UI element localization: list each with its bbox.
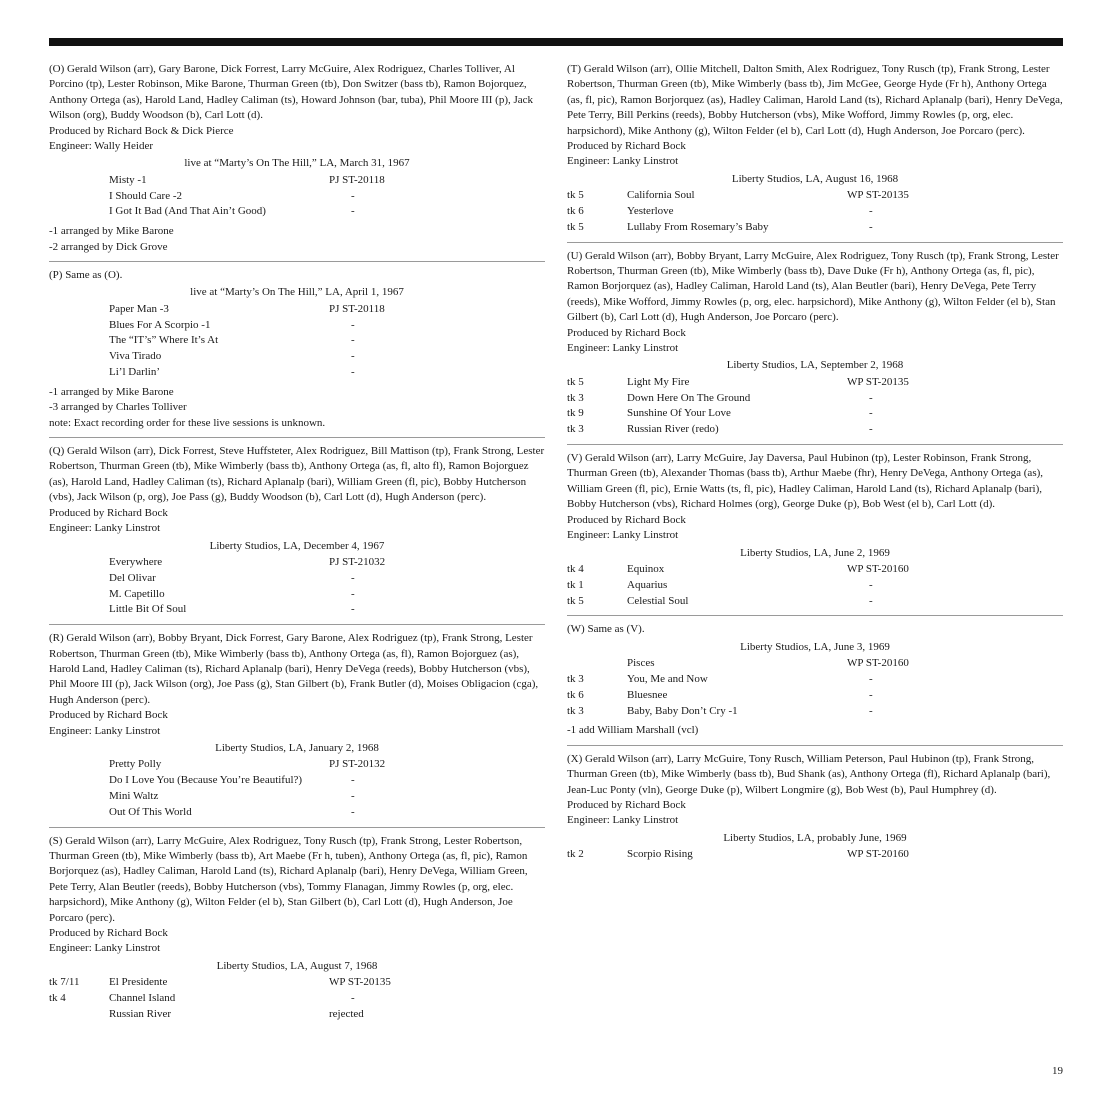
session-block (49, 62, 545, 262)
producer-line: Produced by Richard Bock (49, 926, 168, 939)
catalog-number: WP ST-20135 (847, 189, 909, 202)
engineer-line: Engineer: Lanky Linstrot (567, 155, 679, 168)
track-row (49, 805, 545, 821)
track-title: Everywhere (109, 555, 163, 568)
catalog-number: - (869, 407, 873, 420)
session-block (567, 752, 1063, 869)
catalog-number: - (869, 672, 873, 685)
producer-line: Produced by Richard Bock & Dick Pierce (49, 124, 234, 137)
producer-line: Produced by Richard Bock (567, 513, 686, 526)
catalog-number: - (869, 704, 873, 717)
track-title: Equinox (627, 562, 665, 575)
producer-line: Produced by Richard Bock (49, 709, 168, 722)
track-title: California Soul (627, 189, 695, 202)
track-row (567, 688, 1063, 704)
producer-line: Produced by Richard Bock (567, 326, 686, 339)
track-row (49, 365, 545, 381)
session-block (49, 631, 545, 827)
take-number: tk 4 (567, 562, 584, 575)
engineer-line: Engineer: Lanky Linstrot (49, 724, 161, 737)
catalog-number: - (351, 603, 355, 616)
catalog-number: - (869, 423, 873, 436)
session-block (567, 249, 1063, 445)
take-number: tk 3 (567, 391, 584, 404)
session-block (567, 622, 1063, 745)
track-row (567, 578, 1063, 594)
right-column (567, 62, 1063, 875)
take-number: tk 5 (567, 594, 584, 607)
catalog-number: rejected (329, 1007, 364, 1020)
take-number: tk 6 (567, 205, 584, 218)
venue-line: Liberty Studios, LA, June 3, 1969 (740, 640, 890, 653)
personnel-text: (P) Same as (O). (49, 269, 123, 282)
track-row (49, 757, 545, 773)
personnel-text: (Q) Gerald Wilson (arr), Dick Forrest, Steve Huffsteter, Alex Rodriguez, Bill Mattison (tp), Frank Strong, Lester Robertson, Thurman Green (tb), Mike Wimberly (bass tb), Anthony Ortega (as, fl, alto fl), Ramon Bojorguez (as), Harold Land, Hadley Caliman (ts), Richard Aplanalp (bari), William Green (fl, pic), Bobby Hutcherson (vbs), Jack Wilson (p, org), Joe Pass (g), Buddy Woodson (b), Carl Lott (d), Hugh Anderson (perc). (49, 445, 545, 504)
personnel-text: (O) Gerald Wilson (arr), Gary Barone, Dick Forrest, Larry McGuire, Alex Rodriguez, Charles Tolliver, Al Porcino (tp), Lester Robinson, Mike Barone, Thurman Green (tb), Don Switzer (bass tb), Ramon Bojorquez, Anthony Ortega (as), Harold Land, Hadley Caliman (ts), Howard Johnson (bar, tuba), Phil Moore III (p), Jack Wilson (org), Buddy Woodson (b), Carl Lott (d). (49, 63, 534, 122)
catalog-number: - (351, 334, 355, 347)
producer-line: Produced by Richard Bock (567, 798, 686, 811)
track-title: Russian River (redo) (627, 423, 719, 436)
take-number: tk 2 (567, 848, 584, 861)
track-title: You, Me and Now (627, 672, 708, 685)
track-row (567, 847, 1063, 863)
catalog-number: - (351, 205, 355, 218)
track-title: Sunshine Of Your Love (627, 407, 731, 420)
track-title: Lullaby From Rosemary’s Baby (627, 220, 769, 233)
track-row (567, 188, 1063, 204)
session-notes (567, 723, 1063, 738)
session-block (567, 451, 1063, 616)
catalog-number: - (869, 594, 873, 607)
venue-line: Liberty Studios, LA, August 16, 1968 (731, 172, 899, 185)
engineer-line: Engineer: Wally Heider (49, 140, 153, 153)
track-row (49, 349, 545, 365)
catalog-number: - (351, 366, 355, 379)
catalog-number: - (351, 805, 355, 818)
note-line: -1 arranged by Mike Barone (49, 385, 174, 398)
catalog-number: - (351, 991, 355, 1004)
track-row (567, 594, 1063, 610)
track-title: M. Capetillo (109, 587, 165, 600)
track-row (49, 773, 545, 789)
track-row (49, 189, 545, 205)
take-number: tk 1 (567, 578, 584, 591)
track-title: Yesterlove (627, 205, 674, 218)
session-notes (49, 224, 545, 255)
venue-line: Liberty Studios, LA, January 2, 1968 (215, 741, 379, 754)
catalog-number: - (869, 205, 873, 218)
track-title: Russian River (109, 1007, 172, 1020)
track-row (49, 302, 545, 318)
track-title: Blues For A Scorpio -1 (109, 318, 211, 331)
track-row (49, 555, 545, 571)
venue-line: Liberty Studios, LA, June 2, 1969 (740, 546, 890, 559)
track-title: Misty -1 (109, 173, 147, 186)
session-notes (49, 385, 545, 431)
catalog-number: - (869, 391, 873, 404)
track-row (567, 204, 1063, 220)
track-title: Viva Tirado (109, 350, 162, 363)
track-row (49, 789, 545, 805)
note-line: note: Exact recording order for these live sessions is unknown. (49, 416, 326, 429)
track-title: Pretty Polly (109, 758, 162, 771)
track-title: Out Of This World (109, 805, 192, 818)
track-row (567, 422, 1063, 438)
track-row (567, 704, 1063, 720)
take-number: tk 3 (567, 672, 584, 685)
catalog-number: - (351, 789, 355, 802)
engineer-line: Engineer: Lanky Linstrot (567, 529, 679, 542)
track-title: Mini Waltz (109, 789, 159, 802)
personnel-text: (U) Gerald Wilson (arr), Bobby Bryant, Larry McGuire, Alex Rodriguez, Tony Rusch (tp), Frank Strong, Lester Robertson, Thurman Green (tb), Mike Wimberly (bass tb), Dave Duke (Fr h), Anthony Ortega (as, fl, pic), Ramon Borjorquez (as), Hadley Caliman, Harold Land (ts), Alan Beutler (bari), Henry DeVega, Pete Terry (reeds), Mike Wofford, Jimmy Rowles (p, org, elec. harpsichord), Mike Anthony (g), Wilton Felder (el b), Stan Gilbert (b), Carl Lott (d), Hugh Anderson, Joe Porcaro (perc). (567, 249, 1059, 324)
track-row (49, 173, 545, 189)
track-title: The “IT’s” Where It’s At (109, 334, 219, 347)
catalog-number: WP ST-20160 (847, 657, 909, 670)
venue-line: Liberty Studios, LA, December 4, 1967 (209, 539, 385, 552)
catalog-number: - (351, 774, 355, 787)
session-block (567, 62, 1063, 243)
track-row (567, 220, 1063, 236)
track-row (49, 1007, 545, 1023)
catalog-number: PJ ST-20132 (329, 758, 386, 771)
track-row (49, 602, 545, 618)
take-number: tk 7/11 (49, 976, 80, 989)
catalog-number: WP ST-20135 (329, 976, 391, 989)
venue-line: live at “Marty’s On The Hill,” LA, March 31, 1967 (184, 157, 410, 170)
producer-line: Produced by Richard Bock (567, 140, 686, 153)
catalog-number: PJ ST-20118 (329, 302, 385, 315)
top-rule (49, 38, 1063, 46)
engineer-line: Engineer: Lanky Linstrot (49, 522, 161, 535)
personnel-text: (S) Gerald Wilson (arr), Larry McGuire, Alex Rodriguez, Tony Rusch (tp), Frank Strong, Lester Robertson, Thurman Green (tb), Mike Wimberly (bass tb), Art Maebe (Fr h, tuben), Anthony Ortega (as, fl, pic), Ramon Borjorquez (as), Hadley Caliman, Harold Land (ts), Richard Aplanalp (bari), Henry DeVega, William Green, Pete Terry, Alan Beutler (reeds), Bobby Hutcherson (vbs), Tommy Flanagan, Jimmy Rowles (p, org, elec. harpsichord), Mike Anthony (g), Wilton Felder (el b), Stan Gilbert (b), Carl Lott (d), Hugh Anderson, Joe Porcaro (perc). (49, 834, 528, 924)
track-row (567, 672, 1063, 688)
track-title: Pisces (627, 657, 655, 670)
take-number: tk 3 (567, 423, 584, 436)
catalog-number: - (869, 688, 873, 701)
track-row (49, 571, 545, 587)
track-row (567, 375, 1063, 391)
engineer-line: Engineer: Lanky Linstrot (567, 814, 679, 827)
track-row (49, 333, 545, 349)
track-row (567, 406, 1063, 422)
catalog-number: WP ST-20135 (847, 375, 909, 388)
catalog-number: - (351, 571, 355, 584)
note-line: -3 arranged by Charles Tolliver (49, 401, 187, 414)
track-row (49, 587, 545, 603)
engineer-line: Engineer: Lanky Linstrot (49, 942, 161, 955)
note-line: -1 add William Marshall (vcl) (567, 724, 699, 737)
personnel-text: (T) Gerald Wilson (arr), Ollie Mitchell, Dalton Smith, Alex Rodriguez, Tony Rusch (tp), Frank Strong, Lester Robertson, Thurman Green (tb), Mike Wimberly (bass tb), Jim McGee, George Hyde (Fr h), Anthony Ortega (as, fl, pic), Ramon Borjorquez (as), Hadley Caliman, Harold Land (ts), Richard Aplanalp (bari), Henry DeVega, Pete Terry, Bill Perkins (reeds), Bobby Hutcherson (vbs), Mike Wofford, Jimmy Rowles (p, org, elec. harpsichord), Mike Anthony (g), Wilton Felder (el b), Carl Lott (d), Hugh Anderson, Joe Porcaro (perc). (567, 63, 1063, 137)
track-row (49, 318, 545, 334)
catalog-number: - (351, 318, 355, 331)
take-number: tk 5 (567, 220, 584, 233)
track-title: Do I Love You (Because You’re Beautiful?) (109, 774, 303, 787)
track-title: Channel Island (109, 991, 176, 1004)
catalog-number: WP ST-20160 (847, 562, 909, 575)
catalog-number: - (351, 350, 355, 363)
catalog-number: WP ST-20160 (847, 848, 909, 861)
take-number: tk 4 (49, 991, 66, 1004)
track-title: Little Bit Of Soul (109, 603, 187, 616)
note-line: -2 arranged by Dick Grove (49, 240, 168, 253)
note-line: -1 arranged by Mike Barone (49, 225, 174, 238)
producer-line: Produced by Richard Bock (49, 506, 168, 519)
personnel-text: (R) Gerald Wilson (arr), Bobby Bryant, Dick Forrest, Gary Barone, Alex Rodriguez (tp), Frank Strong, Lester Robertson, Thurman Green (tb), Mike Wimberly (bass tb), Anthony Ortega (as, fl), Ramon Bojorguez (as), Harold Land, Hadley Caliman (ts), Richard Aplanalp (bari), Henry DeVega (reeds), Bobby Hutcherson (vbs), Phil Moore III (p), Jack Wilson (org), Joe Pass (g), Stan Gilbert (b), Frank Butler (d), Moises Obligacion (cga), Hugh Anderson (perc). (49, 632, 539, 706)
venue-line: Liberty Studios, LA, probably June, 1969 (723, 831, 907, 844)
track-title: Down Here On The Ground (627, 391, 751, 404)
venue-line: Liberty Studios, LA, August 7, 1968 (216, 959, 378, 972)
track-row (49, 975, 545, 991)
personnel-text: (W) Same as (V). (567, 623, 645, 636)
track-title: Paper Man -3 (109, 302, 169, 315)
track-title: Li’l Darlin’ (109, 366, 161, 379)
venue-line: Liberty Studios, LA, September 2, 1968 (726, 359, 904, 372)
personnel-text: (V) Gerald Wilson (arr), Larry McGuire, Jay Daversa, Paul Hubinon (tp), Lester Robinson, Frank Strong, Thurman Green (tb), Alexander Thomas (bass tb), Arthur Maebe (fhr), Henry DeVega, Anthony Ortega (as), William Green (fl, pic), Ernie Watts (ts, fl, pic), Hadley Caliman, Harold Land (ts), Richard Aplanalp (bari), Bobby Hutcherson (vbs), Richard Holmes (org), George Duke (p), Bob West (el b), Carl Lott (d). (567, 452, 1044, 511)
catalog-number: - (869, 578, 873, 591)
track-title: Del Olivar (109, 571, 156, 584)
track-title: Scorpio Rising (627, 848, 693, 861)
take-number: tk 5 (567, 189, 584, 202)
catalog-number: - (869, 220, 873, 233)
track-title: Celestial Soul (627, 594, 689, 607)
session-block (49, 444, 545, 625)
engineer-line: Engineer: Lanky Linstrot (567, 342, 679, 355)
track-title: Light My Fire (627, 375, 690, 388)
track-title: Baby, Baby Don’t Cry -1 (627, 704, 738, 717)
take-number: tk 5 (567, 375, 584, 388)
session-block (49, 268, 545, 438)
take-number: tk 9 (567, 407, 584, 420)
track-title: Aquarius (627, 578, 668, 591)
track-title: El Presidente (109, 976, 168, 989)
catalog-number: PJ ST-21032 (329, 555, 386, 568)
catalog-number: - (351, 189, 355, 202)
take-number: tk 3 (567, 704, 584, 717)
take-number: tk 6 (567, 688, 584, 701)
session-block (49, 834, 545, 1029)
track-title: I Got It Bad (And That Ain’t Good) (109, 205, 266, 218)
track-row (567, 656, 1063, 672)
catalog-number: - (351, 587, 355, 600)
venue-line: live at “Marty’s On The Hill,” LA, April 1, 1967 (190, 286, 404, 299)
track-title: I Should Care -2 (109, 189, 183, 202)
track-row (567, 391, 1063, 407)
track-row (49, 991, 545, 1007)
track-row (49, 204, 545, 220)
page-number: 19 (1052, 1065, 1063, 1077)
personnel-text: (X) Gerald Wilson (arr), Larry McGuire, Tony Rusch, William Peterson, Paul Hubinon (tp), Frank Strong, Thurman Green (tb), Mike Wimberly (bass tb), Bud Shank (as), Anthony Ortega (fl), Richard Aplanalp (bari), Jean-Luc Ponty (vln), George Duke (p), Wilbert Longmire (g), Bob West (b), Paul Humphrey (d). (567, 752, 1051, 796)
track-row (567, 562, 1063, 578)
track-title: Bluesnee (627, 688, 668, 701)
catalog-number: PJ ST-20118 (329, 173, 385, 186)
left-column (49, 62, 545, 1035)
